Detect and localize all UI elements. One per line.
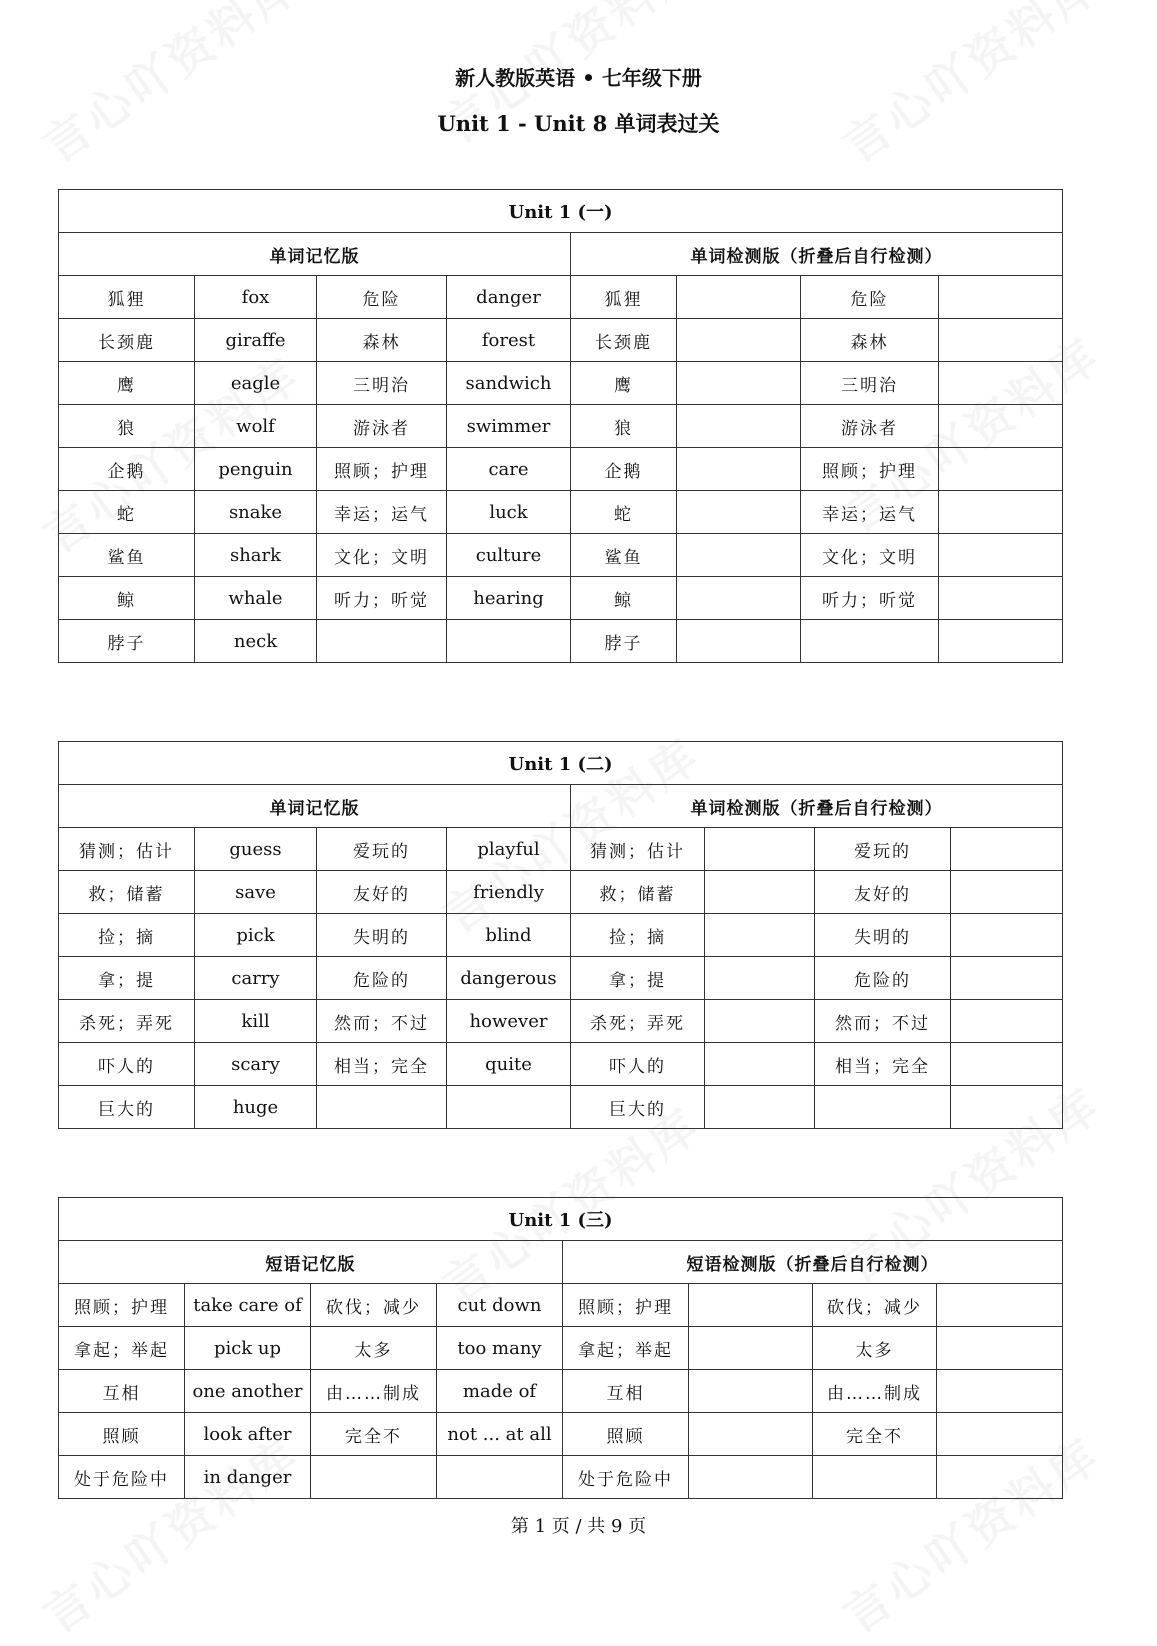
word-cn: 蛇 <box>59 491 195 534</box>
answer-blank[interactable] <box>677 448 801 491</box>
answer-blank[interactable] <box>937 1327 1063 1370</box>
answer-blank[interactable] <box>937 1284 1063 1327</box>
table-row <box>59 957 1063 1000</box>
table-row <box>59 276 1063 319</box>
test-word-cn: 失明的 <box>815 914 951 957</box>
answer-blank[interactable] <box>677 534 801 577</box>
word-en: snake <box>195 491 317 534</box>
test-section-label: 短语检测版（折叠后自行检测） <box>563 1241 1063 1284</box>
word-cn: 照顾；护理 <box>317 448 447 491</box>
answer-blank[interactable] <box>705 871 815 914</box>
answer-blank[interactable] <box>705 957 815 1000</box>
word-cn: 企鹅 <box>59 448 195 491</box>
word-cn: 文化；文明 <box>317 534 447 577</box>
answer-blank[interactable] <box>677 319 801 362</box>
test-word-cn: 蛇 <box>571 491 677 534</box>
test-word-cn: 危险的 <box>815 957 951 1000</box>
test-phrase-cn: 拿起；举起 <box>563 1327 689 1370</box>
word-cn: 救；储蓄 <box>59 871 195 914</box>
phrase-cn: 砍伐；减少 <box>311 1284 437 1327</box>
phrase-cn: 互相 <box>59 1370 185 1413</box>
test-word-cn: 捡；摘 <box>571 914 705 957</box>
test-word-cn: 拿；提 <box>571 957 705 1000</box>
word-en: culture <box>447 534 571 577</box>
word-cn: 听力；听觉 <box>317 577 447 620</box>
table-title: Unit 1 (三) <box>59 1198 1063 1241</box>
page-title: 新人教版英语 • 七年级下册 <box>455 66 702 90</box>
table-row <box>59 1000 1063 1043</box>
answer-blank[interactable] <box>951 828 1063 871</box>
table-row <box>59 1043 1063 1086</box>
answer-blank[interactable] <box>951 1043 1063 1086</box>
answer-blank[interactable] <box>951 914 1063 957</box>
table-row <box>59 1327 1063 1370</box>
table-title: Unit 1 (一) <box>59 190 1063 233</box>
answer-blank[interactable] <box>677 491 801 534</box>
word-cn: 然而；不过 <box>317 1000 447 1043</box>
word-en: playful <box>447 828 571 871</box>
word-en: huge <box>195 1086 317 1129</box>
word-en: swimmer <box>447 405 571 448</box>
word-en: neck <box>195 620 317 663</box>
answer-blank[interactable] <box>705 1000 815 1043</box>
test-word-cn: 猜测；估计 <box>571 828 705 871</box>
word-cn: 相当；完全 <box>317 1043 447 1086</box>
word-cn: 危险的 <box>317 957 447 1000</box>
table-row <box>59 405 1063 448</box>
phrase-en: one another <box>185 1370 311 1413</box>
answer-blank[interactable] <box>937 1413 1063 1456</box>
word-cn: 拿；提 <box>59 957 195 1000</box>
test-section-label: 单词检测版（折叠后自行检测） <box>571 233 1063 276</box>
phrase-cn: 拿起；举起 <box>59 1327 185 1370</box>
word-cn: 杀死；弄死 <box>59 1000 195 1043</box>
word-cn: 脖子 <box>59 620 195 663</box>
memory-section-label: 单词记忆版 <box>59 785 571 828</box>
word-cn: 游泳者 <box>317 405 447 448</box>
word-cn: 鲨鱼 <box>59 534 195 577</box>
answer-blank[interactable] <box>677 362 801 405</box>
phrase-en: too many <box>437 1327 563 1370</box>
table-row <box>59 1284 1063 1327</box>
test-word-cn: 幸运；运气 <box>801 491 939 534</box>
word-en: shark <box>195 534 317 577</box>
test-word-cn: 狼 <box>571 405 677 448</box>
answer-blank[interactable] <box>705 828 815 871</box>
word-cn: 三明治 <box>317 362 447 405</box>
table-row <box>59 1370 1063 1413</box>
table-row <box>59 1456 1063 1499</box>
word-en: pick <box>195 914 317 957</box>
table-row <box>59 362 1063 405</box>
table-row <box>59 491 1063 534</box>
answer-blank[interactable] <box>937 1370 1063 1413</box>
answer-blank[interactable] <box>677 405 801 448</box>
test-word-cn: 鹰 <box>571 362 677 405</box>
test-phrase-cn: 太多 <box>813 1327 937 1370</box>
table-row <box>59 319 1063 362</box>
table-row <box>59 871 1063 914</box>
phrase-en: made of <box>437 1370 563 1413</box>
test-phrase-cn <box>813 1456 937 1499</box>
test-word-cn: 救；储蓄 <box>571 871 705 914</box>
word-cn: 猜测；估计 <box>59 828 195 871</box>
page-footer: 第 1 页 / 共 9 页 <box>510 1516 647 1537</box>
word-en: whale <box>195 577 317 620</box>
word-en: wolf <box>195 405 317 448</box>
test-word-cn: 吓人的 <box>571 1043 705 1086</box>
test-word-cn: 巨大的 <box>571 1086 705 1129</box>
word-cn: 鹰 <box>59 362 195 405</box>
answer-blank[interactable] <box>939 276 1063 319</box>
test-phrase-cn: 互相 <box>563 1370 689 1413</box>
table-row <box>59 914 1063 957</box>
word-cn: 幸运；运气 <box>317 491 447 534</box>
answer-blank[interactable] <box>951 1000 1063 1043</box>
word-en <box>447 1086 571 1129</box>
phrase-cn: 太多 <box>311 1327 437 1370</box>
test-section-label: 单词检测版（折叠后自行检测） <box>571 785 1063 828</box>
word-cn <box>317 620 447 663</box>
test-word-cn <box>801 620 939 663</box>
test-word-cn: 森林 <box>801 319 939 362</box>
phrase-cn: 处于危险中 <box>59 1456 185 1499</box>
word-cn: 狐狸 <box>59 276 195 319</box>
table-row <box>59 1413 1063 1456</box>
answer-blank[interactable] <box>937 1456 1063 1499</box>
word-en: care <box>447 448 571 491</box>
answer-blank[interactable] <box>951 1086 1063 1129</box>
word-en: forest <box>447 319 571 362</box>
answer-blank[interactable] <box>951 957 1063 1000</box>
word-cn: 危险 <box>317 276 447 319</box>
answer-blank[interactable] <box>705 914 815 957</box>
word-cn <box>317 1086 447 1129</box>
test-word-cn: 友好的 <box>815 871 951 914</box>
word-en: quite <box>447 1043 571 1086</box>
word-cn: 森林 <box>317 319 447 362</box>
phrase-cn: 由……制成 <box>311 1370 437 1413</box>
answer-blank[interactable] <box>689 1413 813 1456</box>
word-cn: 捡；摘 <box>59 914 195 957</box>
word-en: kill <box>195 1000 317 1043</box>
test-phrase-cn: 照顾 <box>563 1413 689 1456</box>
test-word-cn: 杀死；弄死 <box>571 1000 705 1043</box>
vocab-table-unit1-part1 <box>58 189 1063 663</box>
answer-blank[interactable] <box>689 1327 813 1370</box>
table-row <box>59 620 1063 663</box>
test-word-cn: 然而；不过 <box>815 1000 951 1043</box>
test-word-cn: 相当；完全 <box>815 1043 951 1086</box>
word-en: eagle <box>195 362 317 405</box>
test-phrase-cn: 照顾；护理 <box>563 1284 689 1327</box>
phrase-en <box>437 1456 563 1499</box>
answer-blank[interactable] <box>939 534 1063 577</box>
page-subtitle: Unit 1 - Unit 8 单词表过关 <box>437 111 720 136</box>
phrase-en: pick up <box>185 1327 311 1370</box>
word-en: dangerous <box>447 957 571 1000</box>
test-word-cn: 危险 <box>801 276 939 319</box>
test-word-cn: 爱玩的 <box>815 828 951 871</box>
answer-blank[interactable] <box>705 1043 815 1086</box>
word-en <box>447 620 571 663</box>
word-cn: 鲸 <box>59 577 195 620</box>
test-word-cn: 文化；文明 <box>801 534 939 577</box>
test-word-cn: 听力；听觉 <box>801 577 939 620</box>
test-phrase-cn: 由……制成 <box>813 1370 937 1413</box>
answer-blank[interactable] <box>705 1086 815 1129</box>
word-en: penguin <box>195 448 317 491</box>
table-row <box>59 828 1063 871</box>
answer-blank[interactable] <box>939 491 1063 534</box>
test-word-cn: 三明治 <box>801 362 939 405</box>
word-en: hearing <box>447 577 571 620</box>
table-row <box>59 577 1063 620</box>
word-en: friendly <box>447 871 571 914</box>
test-word-cn: 脖子 <box>571 620 677 663</box>
table-title: Unit 1 (二) <box>59 742 1063 785</box>
vocab-table-unit1-part2 <box>58 741 1063 1129</box>
phrase-en: look after <box>185 1413 311 1456</box>
memory-section-label: 短语记忆版 <box>59 1241 563 1284</box>
phrase-en: not ... at all <box>437 1413 563 1456</box>
word-cn: 吓人的 <box>59 1043 195 1086</box>
answer-blank[interactable] <box>939 319 1063 362</box>
test-word-cn: 鲨鱼 <box>571 534 677 577</box>
word-en: giraffe <box>195 319 317 362</box>
word-cn: 巨大的 <box>59 1086 195 1129</box>
answer-blank[interactable] <box>939 620 1063 663</box>
phrase-cn <box>311 1456 437 1499</box>
test-phrase-cn: 砍伐；减少 <box>813 1284 937 1327</box>
word-cn: 狼 <box>59 405 195 448</box>
test-word-cn: 游泳者 <box>801 405 939 448</box>
word-en: danger <box>447 276 571 319</box>
answer-blank[interactable] <box>939 405 1063 448</box>
test-word-cn: 照顾；护理 <box>801 448 939 491</box>
test-word-cn: 长颈鹿 <box>571 319 677 362</box>
answer-blank[interactable] <box>939 577 1063 620</box>
test-word-cn <box>815 1086 951 1129</box>
word-en: sandwich <box>447 362 571 405</box>
word-en: carry <box>195 957 317 1000</box>
test-phrase-cn: 处于危险中 <box>563 1456 689 1499</box>
phrase-cn: 完全不 <box>311 1413 437 1456</box>
test-word-cn: 狐狸 <box>571 276 677 319</box>
phrase-cn: 照顾 <box>59 1413 185 1456</box>
phrase-en: take care of <box>185 1284 311 1327</box>
phrase-cn: 照顾；护理 <box>59 1284 185 1327</box>
answer-blank[interactable] <box>677 577 801 620</box>
answer-blank[interactable] <box>677 620 801 663</box>
table-row <box>59 1086 1063 1129</box>
memory-section-label: 单词记忆版 <box>59 233 571 276</box>
word-cn: 失明的 <box>317 914 447 957</box>
word-cn: 爱玩的 <box>317 828 447 871</box>
answer-blank[interactable] <box>689 1370 813 1413</box>
answer-blank[interactable] <box>677 276 801 319</box>
table-row <box>59 448 1063 491</box>
test-word-cn: 企鹅 <box>571 448 677 491</box>
phrase-en: in danger <box>185 1456 311 1499</box>
phrase-table-unit1-part3 <box>58 1197 1063 1499</box>
word-en: scary <box>195 1043 317 1086</box>
test-phrase-cn: 完全不 <box>813 1413 937 1456</box>
word-en: fox <box>195 276 317 319</box>
test-word-cn: 鲸 <box>571 577 677 620</box>
word-en: luck <box>447 491 571 534</box>
answer-blank[interactable] <box>939 362 1063 405</box>
phrase-en: cut down <box>437 1284 563 1327</box>
answer-blank[interactable] <box>939 448 1063 491</box>
word-en: however <box>447 1000 571 1043</box>
answer-blank[interactable] <box>951 871 1063 914</box>
table-row <box>59 534 1063 577</box>
answer-blank[interactable] <box>689 1456 813 1499</box>
answer-blank[interactable] <box>689 1284 813 1327</box>
word-cn: 友好的 <box>317 871 447 914</box>
word-en: guess <box>195 828 317 871</box>
word-cn: 长颈鹿 <box>59 319 195 362</box>
word-en: blind <box>447 914 571 957</box>
word-en: save <box>195 871 317 914</box>
